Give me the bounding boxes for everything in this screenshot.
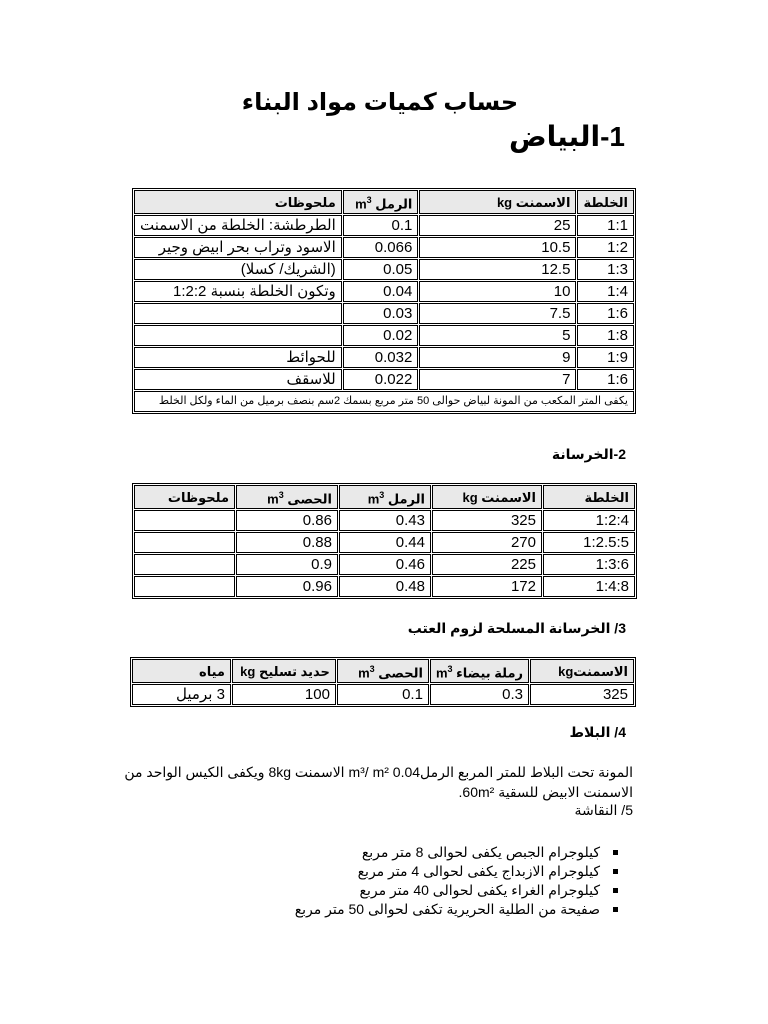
header-cell: الحصى $m^3$ [236,485,338,509]
table-row [134,215,634,236]
cell: 0.3 [430,684,529,705]
cell: 325 [530,684,634,705]
table-row [134,369,634,390]
cell: 5 [419,325,576,346]
cell: 0.96 [236,576,338,597]
bullet-icon [613,907,618,912]
header-cell: الاسمنت kg [419,190,576,214]
cell: 172 [432,576,542,597]
cell: 0.48 [339,576,431,597]
cell: 9 [419,347,576,368]
list-item: كيلوجرام الازبداج يكفى لحوالى 4 متر مربع [295,862,618,881]
section-heading-plaster: 1-البياض [508,121,625,152]
tiles-paragraph [123,762,633,802]
cell: 1:3 [577,259,634,280]
cell: 0.1 [337,684,429,705]
list-item: كيلوجرام الجبص يكفى لحوالى 8 متر مربع [295,843,618,862]
cell: 0.022 [343,369,419,390]
cell: 12.5 [419,259,576,280]
cell: 0.032 [343,347,419,368]
list-item: صفيحة من الطلية الحريرية تكفى لحوالى 50 متر مربع [295,900,618,919]
cell: 0.1 [343,215,419,236]
cell: 1:6 [577,303,634,324]
section-heading-painting: 5/ النقاشة [574,802,633,818]
cell: الاسود وتراب بحر ابيض وجير [134,237,342,258]
table-row [134,532,635,553]
cell: 0.43 [339,510,431,531]
table-header-row [134,190,634,214]
table-footer-row [134,391,634,412]
section-heading-concrete: 2-الخرسانة [551,446,626,462]
cell: 0.86 [236,510,338,531]
cell [134,325,342,346]
cell: الطرطشة: الخلطة من الاسمنت [134,215,342,236]
cell: 1:6 [577,369,634,390]
cell: 1:8 [577,325,634,346]
table-row [134,510,635,531]
tiles-line-2: الاسمنت الابيض للسقية 60m². [458,784,633,800]
cell: 25 [419,215,576,236]
table-row [134,554,635,575]
painting-list [295,843,618,919]
cell [134,510,235,531]
cell [134,554,235,575]
tiles-line-1: المونة تحت البلاط للمتر المربع الرمل0.04 m³/ m² الاسمنت 8kg ويكفى الكيس الواحد من [124,764,633,780]
cell: 1:3:6 [543,554,635,575]
list-item: كيلوجرام الغراء يكفى لحوالى 40 متر مربع [295,881,618,900]
table-row [134,303,634,324]
cell: 270 [432,532,542,553]
table-header-row [134,485,635,509]
cell: 1:2:4 [543,510,635,531]
cell: 0.88 [236,532,338,553]
cell: 0.46 [339,554,431,575]
cell: 10.5 [419,237,576,258]
cell: 7.5 [419,303,576,324]
cell: 1:4 [577,281,634,302]
cell: 0.05 [343,259,419,280]
header-cell: مياه [132,659,231,683]
lintel-table [130,657,636,707]
cell: وتكون الخلطة بنسبة 1:2:2 [134,281,342,302]
cell: 1:1 [577,215,634,236]
section-heading-tiles: 4/ البلاط [569,724,626,740]
header-cell: الخلطة [543,485,635,509]
header-cell: حديد تسليح kg [232,659,336,683]
header-cell: الخلطة [577,190,634,214]
header-cell: الرمل $m^3$ [343,190,419,214]
cell: 10 [419,281,576,302]
cell: 3 برميل [132,684,231,705]
table-row [134,325,634,346]
cell: 0.03 [343,303,419,324]
bullet-icon [613,888,618,893]
footer-note: يكفى المتر المكعب من المونة لبياض حوالى 50 متر مربع بسمك 2سم بنصف برميل من الماء ولكل الخلط [134,391,634,412]
cell: للاسقف [134,369,342,390]
cell: 1:2.5:5 [543,532,635,553]
header-cell: الاسمنت kg [432,485,542,509]
cell: (الشريك/ كسلا) [134,259,342,280]
header-cell: ملحوظات [134,485,235,509]
table-row [134,347,634,368]
cell: 1:2 [577,237,634,258]
cell: 225 [432,554,542,575]
cell: 0.04 [343,281,419,302]
section-heading-reinforced-concrete: 3/ الخرسانة المسلحة لزوم العتب [407,620,626,636]
cell [134,532,235,553]
concrete-table [132,483,637,599]
cell: 0.9 [236,554,338,575]
page-title: حساب كميات مواد البناء [241,89,519,116]
cell: 0.44 [339,532,431,553]
cell: 0.02 [343,325,419,346]
cell: 7 [419,369,576,390]
header-cell: الحصى $m^3$ [337,659,429,683]
plaster-table [132,188,636,414]
header-cell: الرمل $m^3$ [339,485,431,509]
table-row [134,576,635,597]
cell: 100 [232,684,336,705]
cell: 1:9 [577,347,634,368]
cell [134,576,235,597]
bullet-icon [613,850,618,855]
table-row [134,259,634,280]
table-row [134,237,634,258]
cell: 1:4:8 [543,576,635,597]
cell: 0.066 [343,237,419,258]
header-cell: الاسمنتkg [530,659,634,683]
header-cell: رملة بيضاء $m^3$ [430,659,529,683]
table-row [132,684,634,705]
table-header-row [132,659,634,683]
cell: للحوائط [134,347,342,368]
cell [134,303,342,324]
header-cell: ملحوظات [134,190,342,214]
cell: 325 [432,510,542,531]
bullet-icon [613,869,618,874]
table-row [134,281,634,302]
